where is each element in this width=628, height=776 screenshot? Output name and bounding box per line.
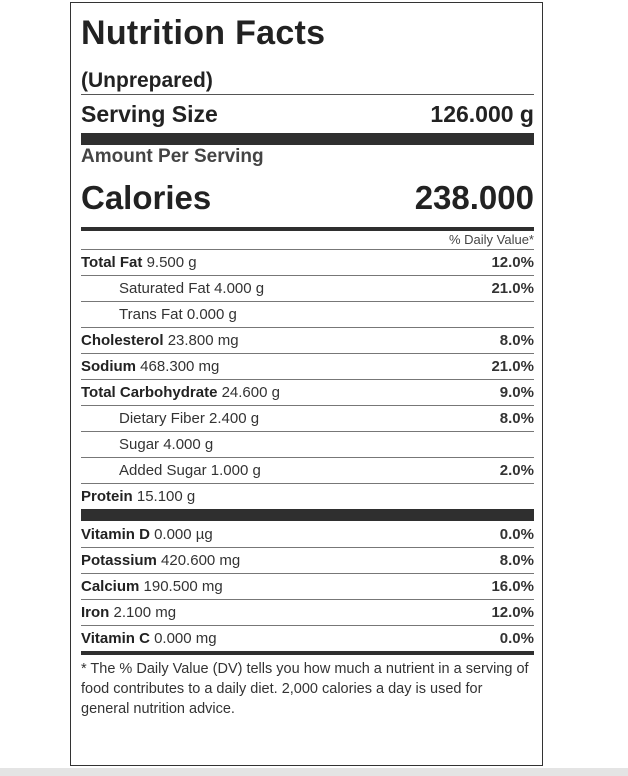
nutrient-name: Total Fat [81, 254, 143, 271]
nutrient-name: Sodium [81, 358, 136, 375]
nutrient-amount: 4.000 g [214, 280, 265, 297]
vitamin-row-vitamin-d [81, 521, 534, 547]
calories-row [81, 169, 534, 227]
vitamin-percent: 8.0% [499, 552, 534, 569]
nutrient-row-dietary-fiber [81, 405, 534, 431]
vitamin-row-calcium [81, 573, 534, 599]
vitamin-amount: 0.000 mg [154, 630, 217, 647]
nutrient-list [81, 249, 534, 509]
nutrient-row-added-sugar [81, 457, 534, 483]
nutrient-row-protein [81, 483, 534, 509]
nutrient-row-total-fat [81, 249, 534, 275]
nutrient-amount: 23.800 mg [167, 332, 239, 349]
vitamin-percent: 12.0% [491, 604, 534, 621]
nutrient-amount: 2.400 g [209, 410, 260, 427]
nutrient-name: Dietary Fiber [119, 410, 205, 427]
vitamin-percent: 16.0% [491, 578, 534, 595]
nutrient-name: Trans Fat [119, 306, 183, 323]
nutrient-amount: 4.000 g [163, 436, 214, 453]
nutrient-percent: 21.0% [491, 280, 534, 297]
nutrient-amount: 1.000 g [210, 462, 261, 479]
nutrient-percent: 8.0% [499, 410, 534, 427]
vitamin-amount: 190.500 mg [143, 578, 223, 595]
vitamin-name: Potassium [81, 552, 157, 569]
nutrient-percent: 9.0% [499, 384, 534, 401]
label-title: Nutrition Facts [81, 14, 326, 52]
vitamin-amount: 0.000 µg [154, 525, 213, 543]
vitamin-name: Vitamin C [81, 630, 150, 647]
nutrient-percent: 21.0% [491, 358, 534, 375]
vitamin-row-potassium [81, 547, 534, 573]
vitamin-name: Vitamin D [81, 525, 150, 543]
nutrient-percent: 8.0% [499, 332, 534, 349]
vitamin-amount: 2.100 mg [113, 604, 177, 621]
nutrient-percent: 2.0% [499, 462, 534, 479]
calories-label: Calories [81, 179, 212, 216]
daily-value-header: % Daily Value* [448, 232, 534, 247]
serving-size-value: 126.000 g [430, 100, 534, 127]
vitamin-amount: 420.600 mg [161, 552, 241, 569]
nutrient-amount: 468.300 mg [140, 358, 220, 375]
nutrient-name: Total Carbohydrate [81, 384, 218, 401]
page-bottom-strip [0, 768, 628, 776]
thick-divider [81, 133, 534, 145]
nutrient-percent: 12.0% [491, 254, 534, 271]
nutrition-facts-label [70, 2, 543, 766]
nutrient-amount: 9.500 g [146, 254, 197, 271]
nutrient-amount: 15.100 g [136, 488, 196, 505]
nutrient-name: Saturated Fat [119, 280, 210, 297]
nutrient-name: Added Sugar [119, 462, 207, 479]
daily-value-footnote: * The % Daily Value (DV) tells you how much a nutrient in a serving of food contributes to a daily diet. 2,000 calories a day is used for general nutrition advice. [81, 661, 529, 717]
nutrient-name: Protein [81, 488, 133, 505]
vitamin-list [81, 521, 534, 651]
nutrient-row-saturated-fat [81, 275, 534, 301]
label-subtitle: (Unprepared) [81, 69, 213, 92]
serving-size-row [81, 95, 534, 133]
vitamin-row-vitamin-c [81, 625, 534, 651]
thick-divider [81, 509, 534, 521]
nutrient-amount: 24.600 g [221, 384, 280, 401]
nutrient-row-total-carbohydrate [81, 379, 534, 405]
serving-size-label: Serving Size [81, 100, 218, 127]
nutrient-row-sugar [81, 431, 534, 457]
amount-per-serving: Amount Per Serving [81, 146, 264, 167]
vitamin-percent: 0.0% [499, 630, 534, 647]
vitamin-row-iron [81, 599, 534, 625]
nutrient-row-trans-fat [81, 301, 534, 327]
nutrient-name: Cholesterol [81, 332, 164, 349]
nutrient-row-sodium [81, 353, 534, 379]
vitamin-name: Calcium [81, 578, 140, 595]
vitamin-percent: 0.0% [499, 525, 534, 543]
nutrient-row-cholesterol [81, 327, 534, 353]
vitamin-name: Iron [81, 604, 110, 621]
nutrient-amount: 0.000 g [186, 306, 237, 323]
nutrient-name: Sugar [119, 436, 160, 453]
calories-value: 238.000 [414, 179, 534, 216]
